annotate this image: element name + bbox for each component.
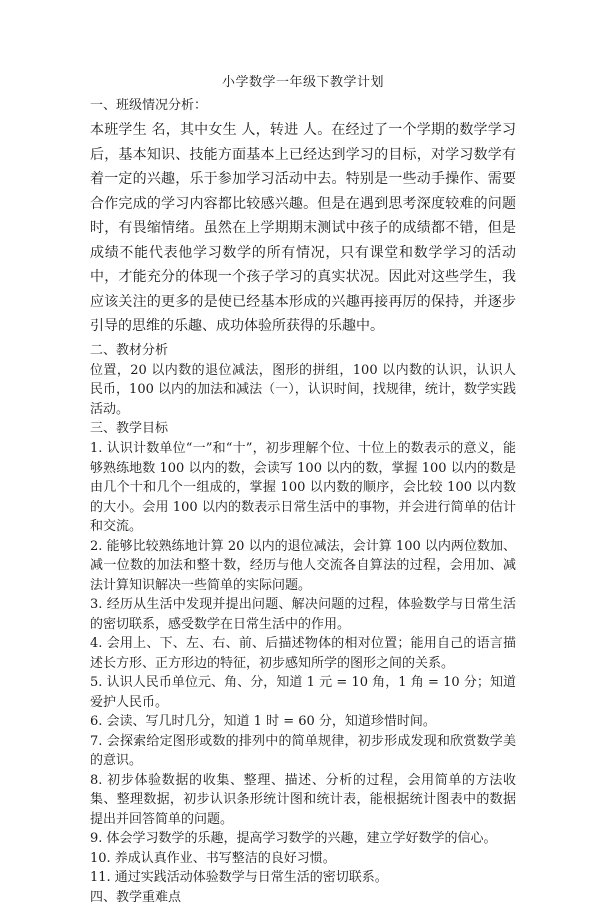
goal-item: 2. 能够比较熟练地计算 20 以内的退位减法，会计算 100 以内两位数加、减一位数的加法和整十数，经历与他人交流各自算法的过程，会用加、减法计算知识解决一些简单的实际问题。 (90, 538, 516, 593)
section-heading-key-difficulties: 四、教学重难点 (90, 889, 182, 905)
teaching-goals-list (90, 439, 516, 888)
goal-item: 5. 认识人民币单位元、角、分，知道 1 元 = 10 角，1 角 = 10 分；知道爱护人民币。 (90, 675, 516, 710)
document-title: 小学数学一年级下教学计划 (221, 75, 384, 90)
section-heading-textbook-analysis: 二、教材分析 (90, 342, 169, 358)
section-heading-class-analysis: 一、班级情况分析： (90, 98, 208, 113)
goal-item: 11. 通过实践活动体验数学与日常生活的密切联系。 (90, 870, 388, 885)
section-heading-teaching-goals: 三、教学目标 (90, 421, 169, 436)
goal-item: 7. 会探索给定图形或数的排列中的简单规律，初步形成发现和欣赏数学美的意识。 (90, 733, 516, 768)
goal-item: 4. 会用上、下、左、右、前、后描述物体的相对位置；能用自己的语言描述长方形、正方形边的特征，初步感知所学的图形之间的关系。 (90, 636, 516, 671)
goal-item: 6. 会读、写几时几分，知道 1 时 = 60 分，知道珍惜时间。 (90, 714, 436, 729)
class-analysis-paragraph: 本班学生 名，其中女生 人，转进 人。在经过了一个学期的数学学习后，基本知识、技能方面基本上已经达到学习的目标，对学习数学有着一定的兴趣，乐于参加学习活动中去。特别是一些动手操作、需要合作完成的学习内容都比较感兴趣。但是在遇到思考深度较难的问题时，有畏缩情绪。虽然在上学期期末测试中孩子的成绩都不错，但是成绩不能代表他学习数学的所有情况，只有课堂和数学学习的活动中，才能充分的体现一个孩子学习的真实状况。因此对这些学生，我应该关注的更多的是使已经基本形成的兴趣再接再厉的保持，并逐步引导的思维的乐趣、成功体验所获得的乐趣中。 (90, 122, 516, 334)
goal-item: 10. 养成认真作业、书写整洁的良好习惯。 (90, 850, 336, 866)
goal-item: 3. 经历从生活中发现并提出问题、解决问题的过程，体验数学与日常生活的密切联系，感受数学在日常生活中的作用。 (90, 597, 516, 632)
goal-item: 9. 体会学习数学的乐趣，提高学习数学的兴趣，建立学好数学的信心。 (90, 831, 497, 846)
goal-item: 8. 初步体验数据的收集、整理、描述、分析的过程，会用简单的方法收集、整理数据，初步认识条形统计图和统计表，能根据统计图表中的数据提出并回答简单的问题。 (90, 772, 516, 827)
textbook-analysis-paragraph: 位置，20 以内数的退位减法，图形的拼组，100 以内数的认识，认识人民币，100 以内的加法和减法（一），认识时间，找规律，统计，数学实践活动。 (90, 362, 516, 417)
goal-item: 1. 认识计数单位“一”和“十”，初步理解个位、十位上的数表示的意义，能够熟练地数 100 以内的数，会读写 100 以内的数，掌握 100 以内的数是由几个十和几个一组成的，掌握 100 以内数的顺序，会比较 100 以内数的大小。会用 100 以内的数表示日常生活中的事物，并会进行简单的估计和交流。 (90, 441, 516, 534)
